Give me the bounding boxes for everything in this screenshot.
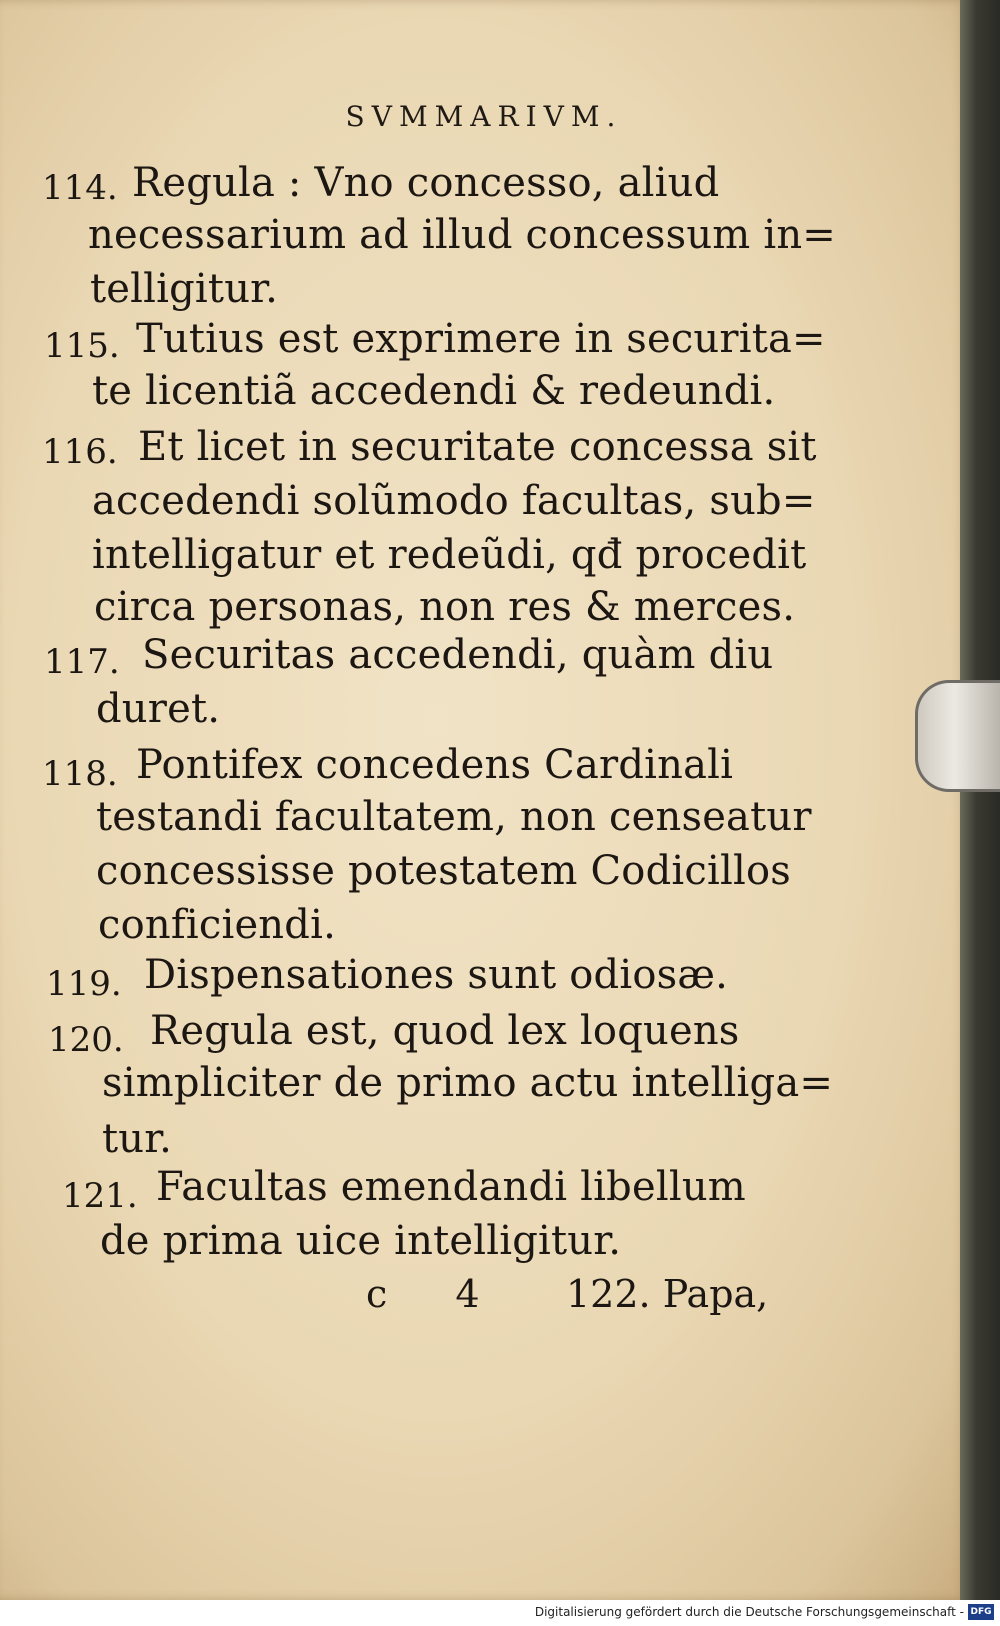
- page-header: SVMMARIVM.: [345, 100, 623, 133]
- page-clip: [915, 680, 1000, 792]
- entry-line: concessisse potestatem Codicillos: [96, 848, 791, 894]
- entry-line: Facultas emendandi libellum: [156, 1164, 746, 1210]
- entry-line: Regula est, quod lex loquens: [150, 1008, 740, 1054]
- entry-line: Securitas accedendi, quàm diu: [142, 632, 774, 678]
- entry-number: 120.: [48, 1020, 124, 1060]
- entry-number: 117.: [44, 642, 120, 682]
- entry-line: circa personas, non res & merces.: [94, 584, 796, 630]
- entry-line: tur.: [102, 1116, 173, 1162]
- entry-line: accedendi solũmodo facultas, sub=: [92, 478, 816, 524]
- entry-line: conficiendi.: [98, 902, 336, 948]
- entry-number: 115.: [44, 326, 120, 366]
- entry-line: intelligatur et redeũdi, qđ procedit: [92, 532, 807, 578]
- entry-line: Dispensationes sunt odiosæ.: [144, 952, 729, 998]
- entry-line: duret.: [96, 686, 221, 732]
- entry-line: simpliciter de primo actu intelliga=: [102, 1060, 834, 1106]
- entry-line: Regula : Vno concesso, aliud: [132, 160, 720, 206]
- entry-line: Et licet in securitate concessa sit: [138, 424, 817, 470]
- entry-number: 121.: [62, 1176, 138, 1216]
- entry-line: Pontifex concedens Cardinali: [136, 742, 734, 788]
- dfg-logo: DFG: [968, 1604, 994, 1620]
- credit-bar: [0, 1600, 1000, 1626]
- signature-mark: c 4: [366, 1272, 508, 1316]
- entry-line: Tutius est exprimere in securita=: [136, 316, 826, 362]
- entry-number: 114.: [42, 168, 118, 208]
- catchword: 122. Papa,: [566, 1272, 769, 1316]
- book-edge: [960, 0, 1000, 1600]
- entry-line: te licentiã accedendi & redeundi.: [92, 368, 776, 414]
- credit-text: Digitalisierung gefördert durch die Deutsche Forschungsgemeinschaft -: [534, 1605, 964, 1619]
- entry-line: telligitur.: [90, 266, 279, 312]
- entry-number: 119.: [46, 964, 122, 1004]
- entry-line: testandi facultatem, non censeatur: [96, 794, 812, 840]
- entry-line: de prima uice intelligitur.: [100, 1218, 622, 1264]
- entry-line: necessarium ad illud concessum in=: [88, 212, 837, 258]
- entry-number: 118.: [42, 754, 118, 794]
- entry-number: 116.: [42, 432, 118, 472]
